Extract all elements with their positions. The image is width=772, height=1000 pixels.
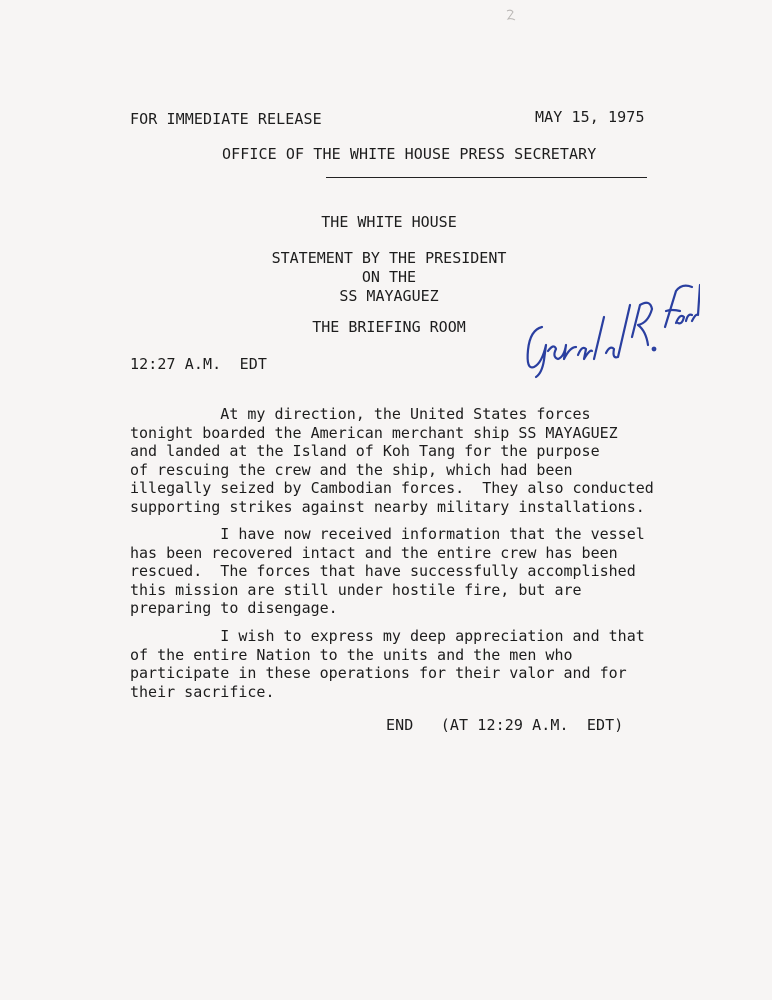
paragraph-1-line: tonight boarded the American merchant ship SS MAYAGUEZ <box>130 423 618 442</box>
end-line: END (AT 12:29 A.M. EDT) <box>386 716 624 734</box>
paragraph-2-line: has been recovered intact and the entire crew has been <box>130 543 618 562</box>
release-label: FOR IMMEDIATE RELEASE <box>130 110 322 128</box>
statement-line-2: ON THE <box>361 268 417 286</box>
paragraph-3-line: I wish to express my deep appreciation and that <box>130 627 645 645</box>
paragraph-3-line: their sacrifice. <box>130 682 275 701</box>
paragraph-1-line: of rescuing the crew and the ship, which had been <box>130 460 573 479</box>
paragraph-3 <box>130 627 690 701</box>
paragraph-2-line: rescued. The forces that have successfully accomplished <box>130 562 636 580</box>
paragraph-3-line: participate in these operations for their valor and for <box>130 664 627 682</box>
paragraph-2-line: preparing to disengage. <box>130 599 338 617</box>
start-time: 12:27 A.M. EDT <box>130 355 267 373</box>
statement-line-3: SS MAYAGUEZ <box>339 287 439 305</box>
signature-image <box>520 265 700 380</box>
title-white-house: THE WHITE HOUSE <box>321 213 457 231</box>
paragraph-2 <box>130 525 690 618</box>
paragraph-2-line: this mission are still under hostile fire, but are <box>130 580 582 599</box>
paragraph-1-line: and landed at the Island of Koh Tang for the purpose <box>130 442 600 460</box>
statement-line-1: STATEMENT BY THE PRESIDENT <box>271 249 507 267</box>
release-date: MAY 15, 1975 <box>535 108 645 126</box>
paragraph-1-line: illegally seized by Cambodian forces. They also conducted <box>130 479 654 497</box>
paragraph-1 <box>130 405 690 516</box>
paragraph-3-line: of the entire Nation to the units and the men who <box>130 645 573 664</box>
pencil-mark-icon <box>505 8 517 22</box>
paragraph-1-line: supporting strikes against nearby military installations. <box>130 497 645 516</box>
briefing-room-label: THE BRIEFING ROOM <box>312 318 466 336</box>
paragraph-2-line: I have now received information that the vessel <box>130 525 645 543</box>
header-divider <box>326 177 647 178</box>
office-heading: OFFICE OF THE WHITE HOUSE PRESS SECRETARY <box>222 145 597 163</box>
paragraph-1-line: At my direction, the United States forces <box>130 405 591 423</box>
